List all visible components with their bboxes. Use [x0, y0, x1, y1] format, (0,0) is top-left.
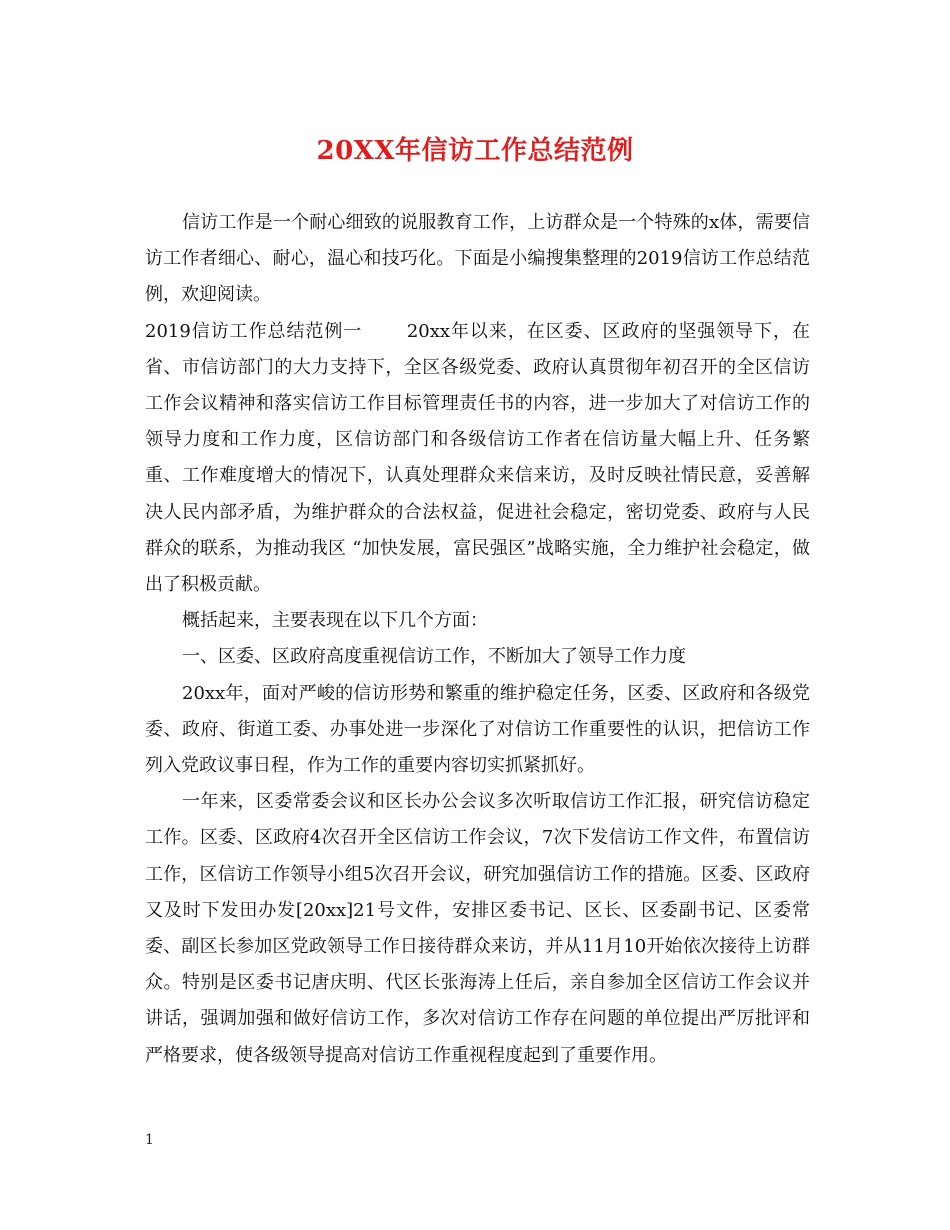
- page-number: 1: [145, 1132, 154, 1148]
- paragraph-summary-lead: 概括起来，主要表现在以下几个方面：: [182, 610, 488, 632]
- paragraph-section-one-b: 一年来，区委常委会议和区长办公会议多次听取信访工作汇报，研究信访稳定工作。区委、区政府4次召开全区信访工作会议，7次下发信访工作文件，布置信访工作，区信访工作领导小组5次召开会议，研究加强信访工作的措施。区委、区政府又及时下发田办发[20xx]21号文件，安排区委书记、区长、区委副书记、区委常委、副区长参加区党政领导工作日接待群众来访，并从11月10开始依次接待上访群众。特别是区委书记唐庆明、代区长张海涛上任后，亲自参加全区信访工作会议并讲话，强调加强和做好信访工作，多次对信访工作存在问题的单位提出严厉批评和严格要求，使各级领导提高对信访工作重视程度起到了重要作用。: [145, 791, 810, 1066]
- document-title: 20XX年信访工作总结范例: [316, 136, 634, 166]
- section-heading-one: 一、区委、区政府高度重视信访工作，不断加大了领导工作力度: [182, 646, 686, 668]
- paragraph-example-one: 2019信访工作总结范例一 20xx年以来，在区委、区政府的坚强领导下，在省、市信访部门的大力支持下，全区各级党委、政府认真贯彻年初召开的全区信访工作会议精神和落实信访工作目标管理责任书的内容，进一步加大了对信访工作的领导力度和工作力度，区信访部门和各级信访工作者在信访量大幅上升、任务繁重、工作难度增大的情况下，认真处理群众来信来访，及时反映社情民意，妥善解决人民内部矛盾，为维护群众的合法权益，促进社会稳定，密切党委、政府与人民群众的联系，为推动我区 “加快发展，富民强区”战略实施，全力维护社会稳定，做出了积极贡献。: [145, 320, 810, 596]
- paragraph-intro: 信访工作是一个耐心细致的说服教育工作，上访群众是一个特殊的x体，需要信访工作者细心、耐心，温心和技巧化。下面是小编搜集整理的2019信访工作总结范例，欢迎阅读。: [145, 212, 810, 306]
- document-body: [145, 205, 810, 1074]
- paragraph-section-one-a: 20xx年，面对严峻的信访形势和繁重的维护稳定任务，区委、区政府和各级党委、政府、街道工委、办事处进一步深化了对信访工作重要性的认识，把信访工作列入党政议事日程，作为工作的重要内容切实抓紧抓好。: [145, 682, 810, 777]
